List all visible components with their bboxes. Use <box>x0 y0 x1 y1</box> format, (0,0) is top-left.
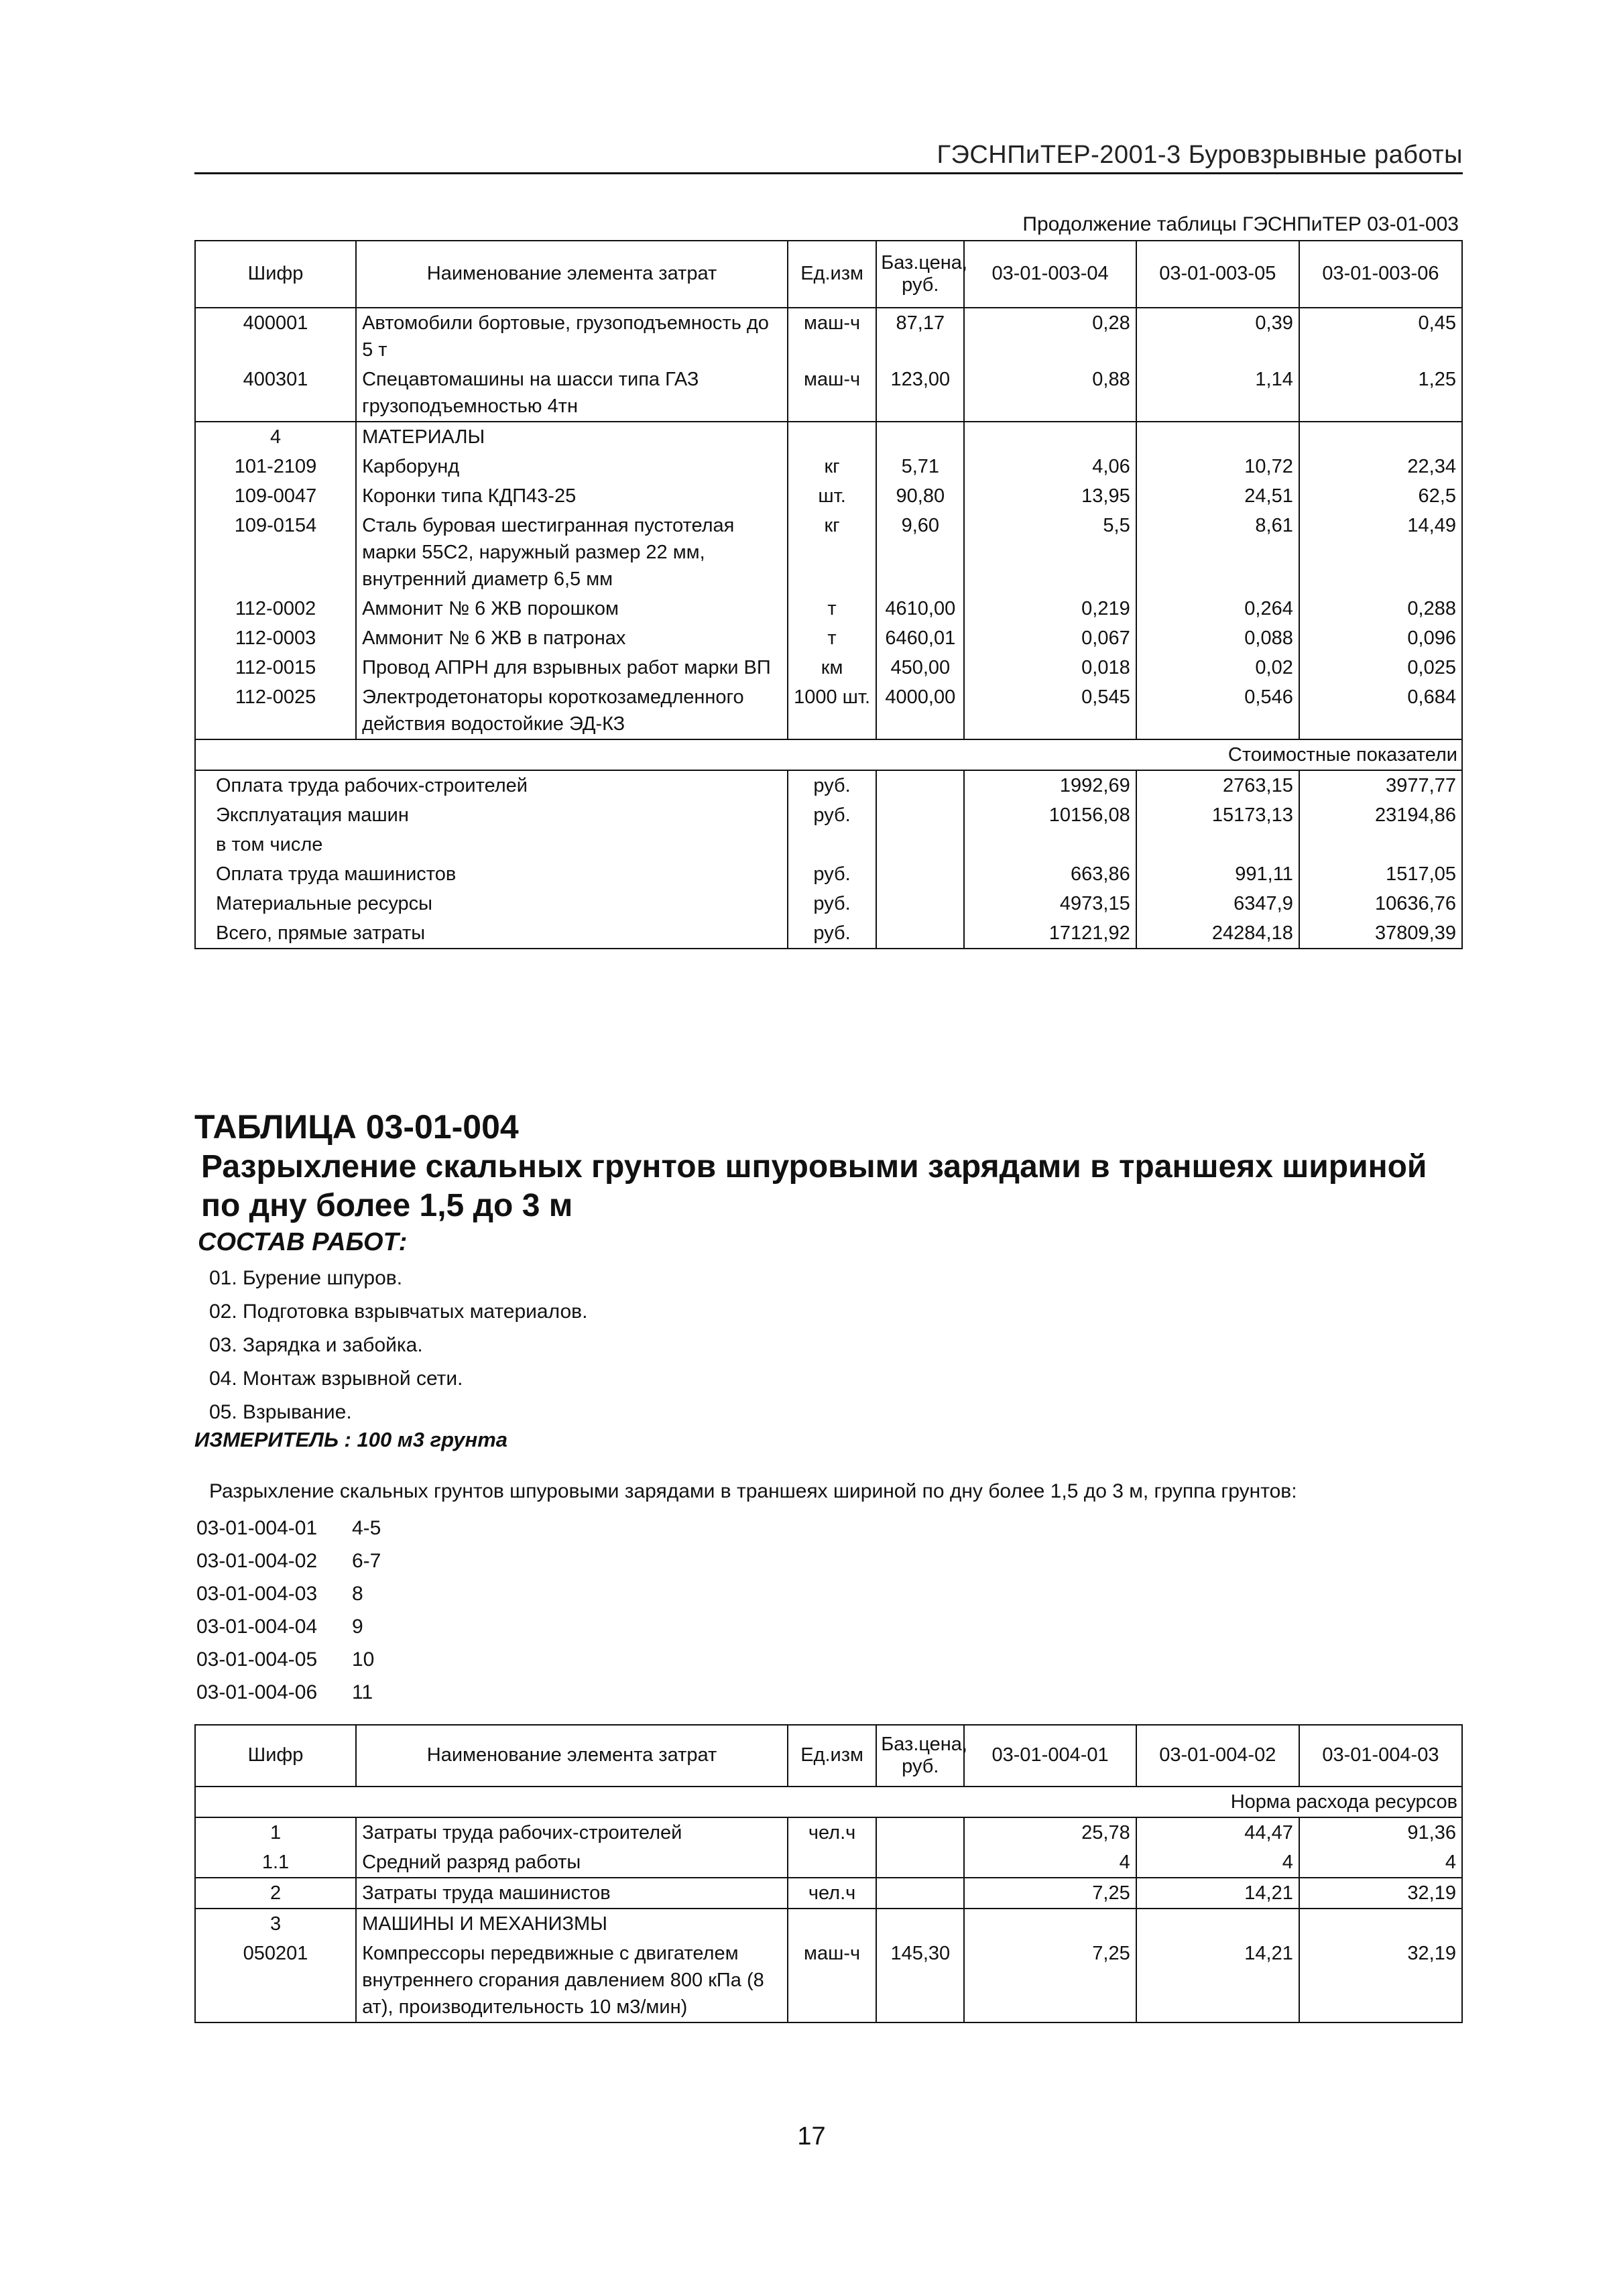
summary-value-2: 24284,18 <box>1136 918 1299 949</box>
row-value-2 <box>1136 1909 1299 1939</box>
row-price: 6460,01 <box>876 623 964 653</box>
table-row <box>195 452 1462 481</box>
rock-group: 11 <box>352 1681 373 1703</box>
table-row <box>195 481 1462 511</box>
table-row <box>195 653 1462 682</box>
summary-row <box>195 918 1462 949</box>
col-unit-header: Ед.изм <box>788 1725 876 1787</box>
row-value-1: 5,5 <box>964 511 1136 594</box>
row-name: Сталь буровая шестигранная пустотелая марки 55С2, наружный размер 22 мм, внутренний диаметр 6,5 мм <box>356 511 788 594</box>
row-value-2: 44,47 <box>1136 1817 1299 1848</box>
summary-name: Оплата труда рабочих-строителей <box>195 770 788 800</box>
row-value-2: 0,02 <box>1136 653 1299 682</box>
running-header: ГЭСНПиТЕР-2001-3 Буровзрывные работы <box>194 141 1463 174</box>
summary-row <box>195 800 1462 830</box>
row-value-1 <box>964 422 1136 452</box>
table-row <box>195 594 1462 623</box>
row-unit: чел.ч <box>788 1817 876 1848</box>
row-value-3: 0,096 <box>1299 623 1462 653</box>
page-number: 17 <box>797 2122 826 2151</box>
list-item <box>196 1577 381 1610</box>
summary-value-1: 17121,92 <box>964 918 1136 949</box>
row-value-1: 7,25 <box>964 1939 1136 2022</box>
table-header-row <box>195 241 1462 308</box>
summary-unit <box>788 830 876 859</box>
row-value-3 <box>1299 422 1462 452</box>
row-value-1: 0,545 <box>964 682 1136 739</box>
table-row <box>195 682 1462 739</box>
row-unit: т <box>788 594 876 623</box>
row-unit: маш-ч <box>788 1939 876 2022</box>
summary-value-3: 23194,86 <box>1299 800 1462 830</box>
work-composition-label: СОСТАВ РАБОТ: <box>198 1228 408 1256</box>
list-item <box>196 1545 381 1577</box>
col-name-header: Наименование элемента затрат <box>356 1725 788 1787</box>
col-norm-3-header: 03-01-003-06 <box>1299 241 1462 308</box>
row-code: 1 <box>195 1817 356 1848</box>
norm-code: 03-01-004-03 <box>196 1582 318 1605</box>
section-heading-machines: МАШИНЫ И МЕХАНИЗМЫ <box>356 1909 788 1939</box>
row-value-3: 0,684 <box>1299 682 1462 739</box>
row-unit: км <box>788 653 876 682</box>
row-name: Коронки типа КДП43-25 <box>356 481 788 511</box>
row-value-1: 0,018 <box>964 653 1136 682</box>
row-value-1: 0,28 <box>964 308 1136 365</box>
summary-value-1: 10156,08 <box>964 800 1136 830</box>
row-value-2: 14,21 <box>1136 1878 1299 1909</box>
row-code: 400001 <box>195 308 356 365</box>
row-code: 3 <box>195 1909 356 1939</box>
table-row <box>195 308 1462 365</box>
summary-name: Всего, прямые затраты <box>195 918 788 949</box>
row-value-2: 14,21 <box>1136 1939 1299 2022</box>
row-price: 5,71 <box>876 452 964 481</box>
rock-group-codes <box>196 1512 381 1709</box>
row-value-2: 1,14 <box>1136 365 1299 422</box>
row-value-3: 0,45 <box>1299 308 1462 365</box>
summary-price <box>876 770 964 800</box>
row-value-3: 32,19 <box>1299 1939 1462 2022</box>
row-value-1: 4,06 <box>964 452 1136 481</box>
row-code: 2 <box>195 1878 356 1909</box>
norm-code: 03-01-004-06 <box>196 1681 318 1703</box>
summary-row <box>195 770 1462 800</box>
row-value-2: 0,546 <box>1136 682 1299 739</box>
rock-group: 10 <box>352 1648 375 1671</box>
row-price <box>876 1817 964 1848</box>
row-value-3: 91,36 <box>1299 1817 1462 1848</box>
table-continuation-note: Продолжение таблицы ГЭСНПиТЕР 03-01-003 <box>1022 213 1459 235</box>
row-value-1 <box>964 1909 1136 1939</box>
list-item <box>196 1676 381 1709</box>
summary-value-3: 10636,76 <box>1299 889 1462 918</box>
col-unit-header: Ед.изм <box>788 241 876 308</box>
row-price: 4610,00 <box>876 594 964 623</box>
row-value-2: 0,264 <box>1136 594 1299 623</box>
row-value-1: 13,95 <box>964 481 1136 511</box>
cost-indicators-banner: Стоимостные показатели <box>195 739 1462 770</box>
row-unit <box>788 1909 876 1939</box>
row-code: 1.1 <box>195 1848 356 1878</box>
row-name: Автомобили бортовые, грузоподъемность до 5 т <box>356 308 788 365</box>
row-value-3: 14,49 <box>1299 511 1462 594</box>
row-value-2: 0,39 <box>1136 308 1299 365</box>
work-step: 02. Подготовка взрывчатых материалов. <box>209 1301 588 1323</box>
row-unit: кг <box>788 511 876 594</box>
summary-unit: руб. <box>788 889 876 918</box>
row-price: 4000,00 <box>876 682 964 739</box>
row-value-3: 22,34 <box>1299 452 1462 481</box>
row-code: 112-0002 <box>195 594 356 623</box>
summary-value-3: 37809,39 <box>1299 918 1462 949</box>
summary-value-2: 2763,15 <box>1136 770 1299 800</box>
row-price <box>876 1848 964 1878</box>
row-price <box>876 422 964 452</box>
table-header-row <box>195 1725 1462 1787</box>
row-value-2: 10,72 <box>1136 452 1299 481</box>
row-price: 87,17 <box>876 308 964 365</box>
row-name: Аммонит № 6 ЖВ порошком <box>356 594 788 623</box>
work-step: 01. Бурение шпуров. <box>209 1267 403 1289</box>
norm-code: 03-01-004-02 <box>196 1549 318 1572</box>
col-price-header: Баз.цена, руб. <box>876 241 964 308</box>
row-price: 450,00 <box>876 653 964 682</box>
cost-indicators-banner-row <box>195 739 1462 770</box>
row-unit: маш-ч <box>788 365 876 422</box>
table-number-heading: ТАБЛИЦА 03-01-004 <box>194 1108 519 1146</box>
summary-value-3: 1517,05 <box>1299 859 1462 889</box>
row-value-3 <box>1299 1909 1462 1939</box>
summary-value-2 <box>1136 830 1299 859</box>
row-value-2: 4 <box>1136 1848 1299 1878</box>
row-unit <box>788 1848 876 1878</box>
table-row <box>195 1848 1462 1878</box>
summary-price <box>876 918 964 949</box>
table-row <box>195 623 1462 653</box>
row-code: 109-0047 <box>195 481 356 511</box>
row-value-2 <box>1136 422 1299 452</box>
row-unit: маш-ч <box>788 308 876 365</box>
summary-unit: руб. <box>788 859 876 889</box>
resource-table-003 <box>194 240 1463 949</box>
summary-row <box>195 830 1462 859</box>
row-value-3: 0,025 <box>1299 653 1462 682</box>
table-row <box>195 1817 1462 1848</box>
row-code: 112-0003 <box>195 623 356 653</box>
row-code: 109-0154 <box>195 511 356 594</box>
row-value-3: 32,19 <box>1299 1878 1462 1909</box>
table-row <box>195 511 1462 594</box>
col-code-header: Шифр <box>195 241 356 308</box>
row-name: Средний разряд работы <box>356 1848 788 1878</box>
row-name: Компрессоры передвижные с двигателем внутреннего сгорания давлением 800 кПа (8 ат), производительность 10 м3/мин) <box>356 1939 788 2022</box>
work-steps-list <box>209 1262 587 1429</box>
table-row <box>195 422 1462 452</box>
row-unit: 1000 шт. <box>788 682 876 739</box>
rock-group: 8 <box>352 1582 363 1605</box>
row-value-1: 0,067 <box>964 623 1136 653</box>
row-code: 112-0015 <box>195 653 356 682</box>
rock-group: 4-5 <box>352 1516 381 1539</box>
row-name: Затраты труда рабочих-строителей <box>356 1817 788 1848</box>
col-norm-2-header: 03-01-003-05 <box>1136 241 1299 308</box>
summary-value-3 <box>1299 830 1462 859</box>
row-value-3: 62,5 <box>1299 481 1462 511</box>
summary-price <box>876 830 964 859</box>
summary-row <box>195 889 1462 918</box>
row-code: 4 <box>195 422 356 452</box>
summary-value-1 <box>964 830 1136 859</box>
table-row <box>195 365 1462 422</box>
row-value-1: 4 <box>964 1848 1136 1878</box>
summary-price <box>876 859 964 889</box>
summary-name: Материальные ресурсы <box>195 889 788 918</box>
row-name: Аммонит № 6 ЖВ в патронах <box>356 623 788 653</box>
row-value-1: 0,219 <box>964 594 1136 623</box>
rock-group: 9 <box>352 1615 363 1638</box>
table-row <box>195 1878 1462 1909</box>
col-price-header: Баз.цена, руб. <box>876 1725 964 1787</box>
row-unit: шт. <box>788 481 876 511</box>
work-step: 04. Монтаж взрывной сети. <box>209 1368 463 1390</box>
row-name: Карборунд <box>356 452 788 481</box>
summary-price <box>876 800 964 830</box>
summary-unit: руб. <box>788 918 876 949</box>
row-unit: кг <box>788 452 876 481</box>
row-name: Электродетонаторы короткозамедленного действия водостойкие ЭД-КЗ <box>356 682 788 739</box>
row-price <box>876 1909 964 1939</box>
summary-row <box>195 859 1462 889</box>
resource-table-004 <box>194 1724 1463 2023</box>
norm-code: 03-01-004-01 <box>196 1516 318 1539</box>
work-step: 03. Зарядка и забойка. <box>209 1334 423 1356</box>
measurement-unit: ИЗМЕРИТЕЛЬ : 100 м3 грунта <box>194 1428 508 1451</box>
section-heading-materials: МАТЕРИАЛЫ <box>356 422 788 452</box>
row-value-2: 0,088 <box>1136 623 1299 653</box>
row-unit: чел.ч <box>788 1878 876 1909</box>
row-value-3: 4 <box>1299 1848 1462 1878</box>
row-name: Спецавтомашины на шасси типа ГАЗ грузоподъемностью 4тн <box>356 365 788 422</box>
summary-value-2: 15173,13 <box>1136 800 1299 830</box>
col-norm-2-header: 03-01-004-02 <box>1136 1725 1299 1787</box>
row-unit <box>788 422 876 452</box>
row-price: 145,30 <box>876 1939 964 2022</box>
row-price <box>876 1878 964 1909</box>
table-row <box>195 1939 1462 2022</box>
col-norm-3-header: 03-01-004-03 <box>1299 1725 1462 1787</box>
row-value-2: 8,61 <box>1136 511 1299 594</box>
col-name-header: Наименование элемента затрат <box>356 241 788 308</box>
row-value-2: 24,51 <box>1136 481 1299 511</box>
rock-group-intro: Разрыхление скальных грунтов шпуровыми зарядами в траншеях шириной по дну более 1,5 до 3 м, группа грунтов: <box>209 1480 1297 1502</box>
row-name: Затраты труда машинистов <box>356 1878 788 1909</box>
row-value-3: 0,288 <box>1299 594 1462 623</box>
list-item <box>196 1643 381 1676</box>
summary-value-1: 663,86 <box>964 859 1136 889</box>
summary-name: Оплата труда машинистов <box>195 859 788 889</box>
summary-name: Эксплуатация машин <box>195 800 788 830</box>
summary-value-1: 4973,15 <box>964 889 1136 918</box>
summary-value-3: 3977,77 <box>1299 770 1462 800</box>
work-step: 05. Взрывание. <box>209 1401 352 1423</box>
row-unit: т <box>788 623 876 653</box>
summary-value-2: 991,11 <box>1136 859 1299 889</box>
resource-norm-banner-row <box>195 1787 1462 1817</box>
norm-code: 03-01-004-05 <box>196 1648 318 1671</box>
row-name: Провод АПРН для взрывных работ марки ВП <box>356 653 788 682</box>
summary-name: в том числе <box>195 830 788 859</box>
row-code: 101-2109 <box>195 452 356 481</box>
row-code: 400301 <box>195 365 356 422</box>
row-code: 050201 <box>195 1939 356 2022</box>
list-item <box>196 1512 381 1545</box>
col-norm-1-header: 03-01-003-04 <box>964 241 1136 308</box>
row-value-1: 0,88 <box>964 365 1136 422</box>
resource-norm-banner: Норма расхода ресурсов <box>195 1787 1462 1817</box>
row-value-1: 25,78 <box>964 1817 1136 1848</box>
summary-value-2: 6347,9 <box>1136 889 1299 918</box>
col-norm-1-header: 03-01-004-01 <box>964 1725 1136 1787</box>
row-value-1: 7,25 <box>964 1878 1136 1909</box>
list-item <box>196 1610 381 1643</box>
row-price: 9,60 <box>876 511 964 594</box>
summary-value-1: 1992,69 <box>964 770 1136 800</box>
summary-unit: руб. <box>788 800 876 830</box>
summary-unit: руб. <box>788 770 876 800</box>
rock-group: 6-7 <box>352 1549 381 1572</box>
summary-price <box>876 889 964 918</box>
table-title: Разрыхление скальных грунтов шпуровыми зарядами в траншеях шириной по дну более 1,5 до 3 м <box>201 1149 1427 1223</box>
row-price: 123,00 <box>876 365 964 422</box>
table-row <box>195 1909 1462 1939</box>
col-code-header: Шифр <box>195 1725 356 1787</box>
norm-code: 03-01-004-04 <box>196 1615 318 1638</box>
row-value-3: 1,25 <box>1299 365 1462 422</box>
row-price: 90,80 <box>876 481 964 511</box>
row-code: 112-0025 <box>195 682 356 739</box>
